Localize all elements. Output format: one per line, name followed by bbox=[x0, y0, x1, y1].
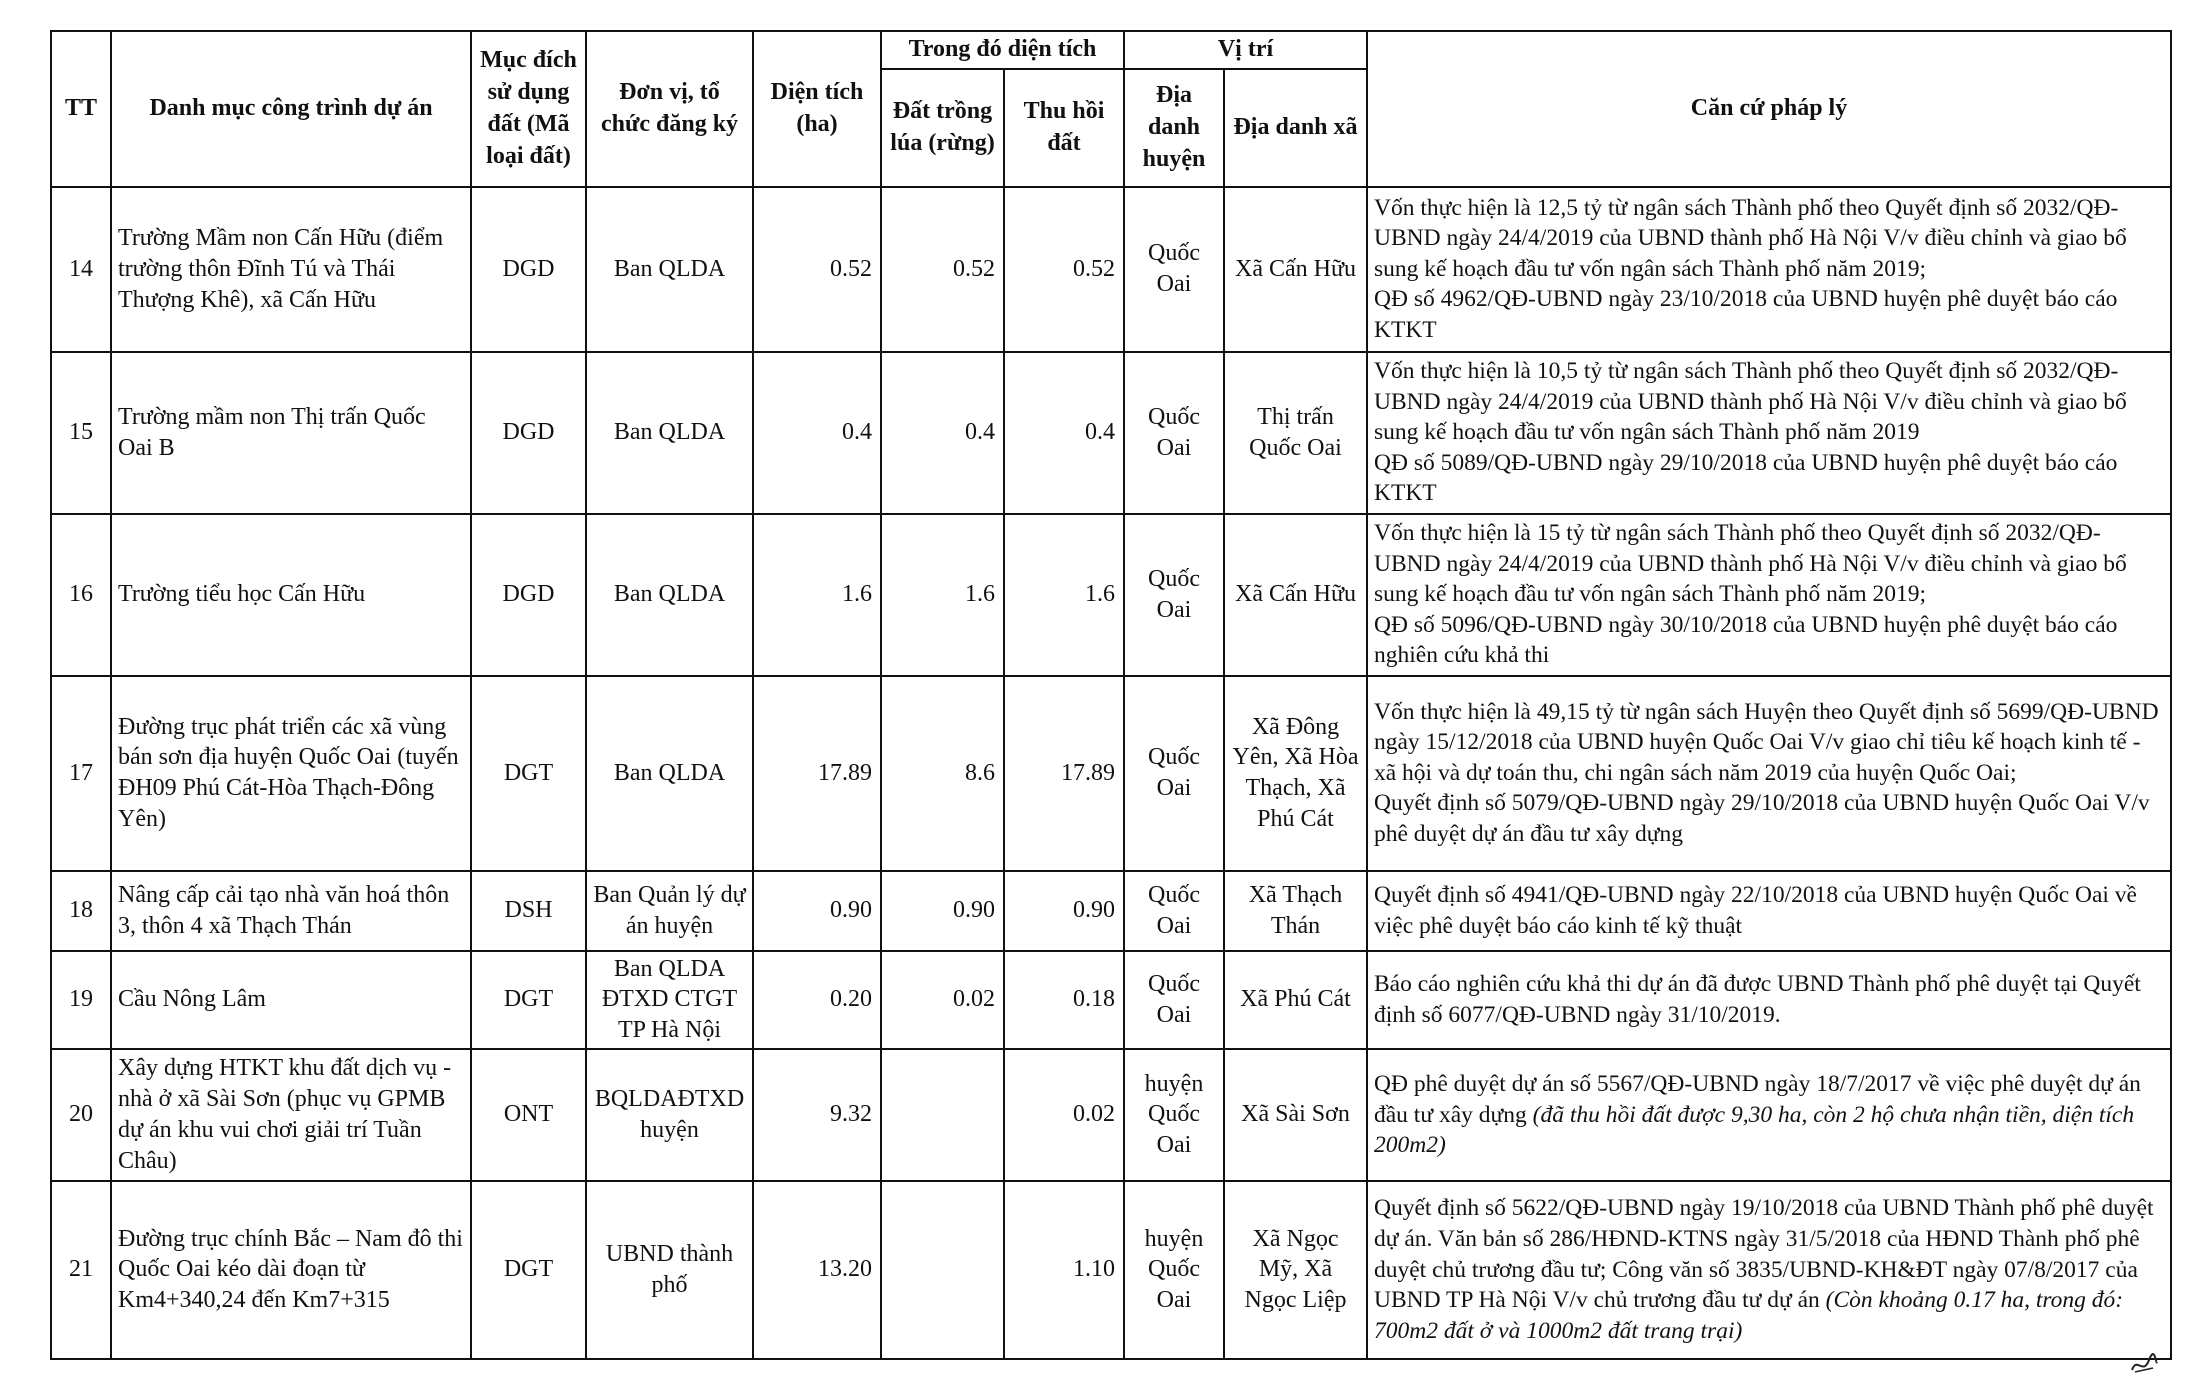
cell-unit: Ban QLDA bbox=[586, 187, 753, 352]
cell-land-use-code: DGT bbox=[471, 1181, 586, 1359]
table-row bbox=[51, 514, 2171, 676]
cell-tt: 20 bbox=[51, 1049, 111, 1181]
legal-basis-text: Báo cáo nghiên cứu khả thi dự án đã được UBND Thành phố phê duyệt tại Quyết định số 6077/QĐ-UBND ngày 31/10/2019. bbox=[1374, 971, 2141, 1028]
legal-basis-text: Vốn thực hiện là 49,15 tỷ từ ngân sách Huyện theo Quyết định số 5699/QĐ-UBND ngày 15/12/2018 của UBND huyện Quốc Oai V/v giao chỉ tiêu kế hoạch kinh tế - xã hội và dự toán thu, chi ngân sách năm 2019 của huyện Quốc Oai; Quyết định số 5079/QĐ-UBND ngày 29/10/2018 của UBND huyện Quốc Oai V/v phê duyệt dự án đầu tư xây dựng bbox=[1374, 698, 2159, 847]
cell-project: Đường trục phát triển các xã vùng bán sơn địa huyện Quốc Oai (tuyến ĐH09 Phú Cát-Hòa Thạch-Đông Yên) bbox=[111, 676, 471, 871]
cell-area: 0.52 bbox=[753, 187, 881, 352]
cell-rice-area: 0.02 bbox=[881, 951, 1004, 1049]
cell-project: Nâng cấp cải tạo nhà văn hoá thôn 3, thôn 4 xã Thạch Thán bbox=[111, 871, 471, 951]
cell-unit: Ban QLDA bbox=[586, 352, 753, 514]
cell-recover-area: 0.18 bbox=[1004, 951, 1124, 1049]
cell-rice-area: 0.90 bbox=[881, 871, 1004, 951]
cell-project: Trường mầm non Thị trấn Quốc Oai B bbox=[111, 352, 471, 514]
header-of-which: Trong đó diện tích bbox=[881, 31, 1124, 69]
cell-land-use-code: DGD bbox=[471, 187, 586, 352]
cell-tt: 19 bbox=[51, 951, 111, 1049]
cell-commune: Xã Cấn Hữu bbox=[1224, 187, 1367, 352]
cell-unit: Ban QLDA ĐTXD CTGT TP Hà Nội bbox=[586, 951, 753, 1049]
legal-basis-text: Vốn thực hiện là 10,5 tỷ từ ngân sách Thành phố theo Quyết định số 2032/QĐ-UBND ngày 24/4/2019 của UBND thành phố Hà Nội V/v điều chỉnh và giao bổ sung kế hoạch đầu tư vốn ngân sách Thành phố năm 2019 QĐ số 5089/QĐ-UBND ngày 29/10/2018 của UBND huyện phê duyệt báo cáo KTKT bbox=[1374, 358, 2127, 507]
cell-area: 13.20 bbox=[753, 1181, 881, 1359]
cell-unit: Ban QLDA bbox=[586, 676, 753, 871]
cell-district: Quốc Oai bbox=[1124, 514, 1224, 676]
cell-commune: Xã Ngọc Mỹ, Xã Ngọc Liệp bbox=[1224, 1181, 1367, 1359]
cell-recover-area: 17.89 bbox=[1004, 676, 1124, 871]
table-row bbox=[51, 352, 2171, 514]
cell-land-use-code: DGT bbox=[471, 951, 586, 1049]
cell-commune: Xã Cấn Hữu bbox=[1224, 514, 1367, 676]
table-row bbox=[51, 871, 2171, 951]
legal-basis-note: (đã thu hồi đất được 9,30 ha, còn 2 hộ chưa nhận tiền, diện tích 200m2) bbox=[1374, 1101, 2135, 1159]
cell-district: huyện Quốc Oai bbox=[1124, 1181, 1224, 1359]
cell-tt: 16 bbox=[51, 514, 111, 676]
cell-rice-area: 0.52 bbox=[881, 187, 1004, 352]
legal-basis-text: QĐ phê duyệt dự án số 5567/QĐ-UBND ngày 18/7/2017 về việc phê duyệt dự án đầu tư xây dựng bbox=[1374, 1071, 2141, 1128]
legal-basis-text: Quyết định số 4941/QĐ-UBND ngày 22/10/2018 của UBND huyện Quốc Oai về việc phê duyệt báo cáo kinh tế kỹ thuật bbox=[1374, 882, 2137, 939]
cell-recover-area: 0.90 bbox=[1004, 871, 1124, 951]
cell-rice-area bbox=[881, 1181, 1004, 1359]
cell-tt: 21 bbox=[51, 1181, 111, 1359]
cell-legal-basis bbox=[1367, 514, 2171, 676]
cell-project: Đường trục chính Bắc – Nam đô thi Quốc Oai kéo dài đoạn từ Km4+340,24 đến Km7+315 bbox=[111, 1181, 471, 1359]
table-row bbox=[51, 1049, 2171, 1181]
cell-legal-basis bbox=[1367, 871, 2171, 951]
cell-legal-basis bbox=[1367, 352, 2171, 514]
cell-project: Xây dựng HTKT khu đất dịch vụ - nhà ở xã Sài Sơn (phục vụ GPMB dự án khu vui chơi giải trí Tuần Châu) bbox=[111, 1049, 471, 1181]
header-basis: Căn cứ pháp lý bbox=[1367, 31, 2171, 187]
cell-area: 17.89 bbox=[753, 676, 881, 871]
table-row bbox=[51, 1181, 2171, 1359]
cell-land-use-code: DGD bbox=[471, 514, 586, 676]
cell-rice-area: 0.4 bbox=[881, 352, 1004, 514]
cell-district: Quốc Oai bbox=[1124, 871, 1224, 951]
cell-unit: BQLDAĐTXD huyện bbox=[586, 1049, 753, 1181]
legal-basis-text: Vốn thực hiện là 15 tỷ từ ngân sách Thành phố theo Quyết định số 2032/QĐ-UBND ngày 24/4/2019 của UBND thành phố Hà Nội V/v điều chỉnh và giao bổ sung kế hoạch đầu tư vốn ngân sách Thành phố năm 2019; QĐ số 5096/QĐ-UBND ngày 30/10/2018 của UBND huyện phê duyệt báo cáo nghiên cứu khả thi bbox=[1374, 520, 2127, 669]
cell-area: 0.20 bbox=[753, 951, 881, 1049]
cell-legal-basis bbox=[1367, 1049, 2171, 1181]
cell-tt: 17 bbox=[51, 676, 111, 871]
cell-unit: UBND thành phố bbox=[586, 1181, 753, 1359]
cell-legal-basis bbox=[1367, 1181, 2171, 1359]
header-recover: Thu hồi đất bbox=[1004, 69, 1124, 187]
cell-tt: 14 bbox=[51, 187, 111, 352]
header-commune: Địa danh xã bbox=[1224, 69, 1367, 187]
cell-recover-area: 0.4 bbox=[1004, 352, 1124, 514]
cell-project: Trường tiểu học Cấn Hữu bbox=[111, 514, 471, 676]
cell-rice-area: 1.6 bbox=[881, 514, 1004, 676]
cell-unit: Ban Quản lý dự án huyện bbox=[586, 871, 753, 951]
header-project: Danh mục công trình dự án bbox=[111, 31, 471, 187]
cell-tt: 18 bbox=[51, 871, 111, 951]
cell-rice-area: 8.6 bbox=[881, 676, 1004, 871]
header-rice: Đất trồng lúa (rừng) bbox=[881, 69, 1004, 187]
cell-tt: 15 bbox=[51, 352, 111, 514]
legal-basis-note: (Còn khoảng 0.17 ha, trong đó: 700m2 đất ở và 1000m2 đất trang trại) bbox=[1374, 1287, 2124, 1344]
cell-district: Quốc Oai bbox=[1124, 676, 1224, 871]
cell-district: Quốc Oai bbox=[1124, 187, 1224, 352]
header-tt: TT bbox=[51, 31, 111, 187]
signature-mark bbox=[2129, 1346, 2159, 1376]
cell-commune: Xã Thạch Thán bbox=[1224, 871, 1367, 951]
header-district: Địa danh huyện bbox=[1124, 69, 1224, 187]
cell-recover-area: 1.10 bbox=[1004, 1181, 1124, 1359]
legal-basis-text: Vốn thực hiện là 12,5 tỷ từ ngân sách Thành phố theo Quyết định số 2032/QĐ-UBND ngày 24/4/2019 của UBND thành phố Hà Nội V/v điều chỉnh và giao bổ sung kế hoạch đầu tư vốn ngân sách Thành phố năm 2019; QĐ số 4962/QĐ-UBND ngày 23/10/2018 của UBND huyện phê duyệt báo cáo KTKT bbox=[1374, 194, 2127, 343]
header-area: Diện tích (ha) bbox=[753, 31, 881, 187]
land-use-project-table bbox=[50, 30, 2172, 1360]
cell-land-use-code: DSH bbox=[471, 871, 586, 951]
header-unit: Đơn vị, tổ chức đăng ký bbox=[586, 31, 753, 187]
cell-legal-basis bbox=[1367, 951, 2171, 1049]
cell-recover-area: 0.52 bbox=[1004, 187, 1124, 352]
cell-land-use-code: DGT bbox=[471, 676, 586, 871]
header-location: Vị trí bbox=[1124, 31, 1367, 69]
cell-area: 0.90 bbox=[753, 871, 881, 951]
cell-land-use-code: DGD bbox=[471, 352, 586, 514]
table-row bbox=[51, 951, 2171, 1049]
cell-commune: Xã Sài Sơn bbox=[1224, 1049, 1367, 1181]
table-row bbox=[51, 676, 2171, 871]
cell-area: 1.6 bbox=[753, 514, 881, 676]
cell-project: Cầu Nông Lâm bbox=[111, 951, 471, 1049]
cell-area: 9.32 bbox=[753, 1049, 881, 1181]
cell-land-use-code: ONT bbox=[471, 1049, 586, 1181]
table-row bbox=[51, 187, 2171, 352]
cell-project: Trường Mầm non Cấn Hữu (điểm trường thôn Đĩnh Tú và Thái Thượng Khê), xã Cấn Hữu bbox=[111, 187, 471, 352]
cell-recover-area: 1.6 bbox=[1004, 514, 1124, 676]
cell-recover-area: 0.02 bbox=[1004, 1049, 1124, 1181]
legal-basis-text: Quyết định số 5622/QĐ-UBND ngày 19/10/2018 của UBND Thành phố phê duyệt dự án. Văn bản số 286/HĐND-KTNS ngày 31/5/2018 của HĐND Thành phố phê duyệt chủ trương đầu tư; Công văn số 3835/UBND-KH&ĐT ngày 07/8/2017 của UBND TP Hà Nội V/v chủ trương đầu tư dự án bbox=[1374, 1195, 2154, 1314]
cell-commune: Xã Đông Yên, Xã Hòa Thạch, Xã Phú Cát bbox=[1224, 676, 1367, 871]
cell-area: 0.4 bbox=[753, 352, 881, 514]
table-body bbox=[51, 187, 2171, 1359]
cell-district: huyện Quốc Oai bbox=[1124, 1049, 1224, 1181]
cell-rice-area bbox=[881, 1049, 1004, 1181]
cell-legal-basis bbox=[1367, 676, 2171, 871]
header-land-use: Mục đích sử dụng đất (Mã loại đất) bbox=[471, 31, 586, 187]
cell-district: Quốc Oai bbox=[1124, 951, 1224, 1049]
cell-commune: Xã Phú Cát bbox=[1224, 951, 1367, 1049]
cell-unit: Ban QLDA bbox=[586, 514, 753, 676]
cell-legal-basis bbox=[1367, 187, 2171, 352]
cell-commune: Thị trấn Quốc Oai bbox=[1224, 352, 1367, 514]
cell-district: Quốc Oai bbox=[1124, 352, 1224, 514]
